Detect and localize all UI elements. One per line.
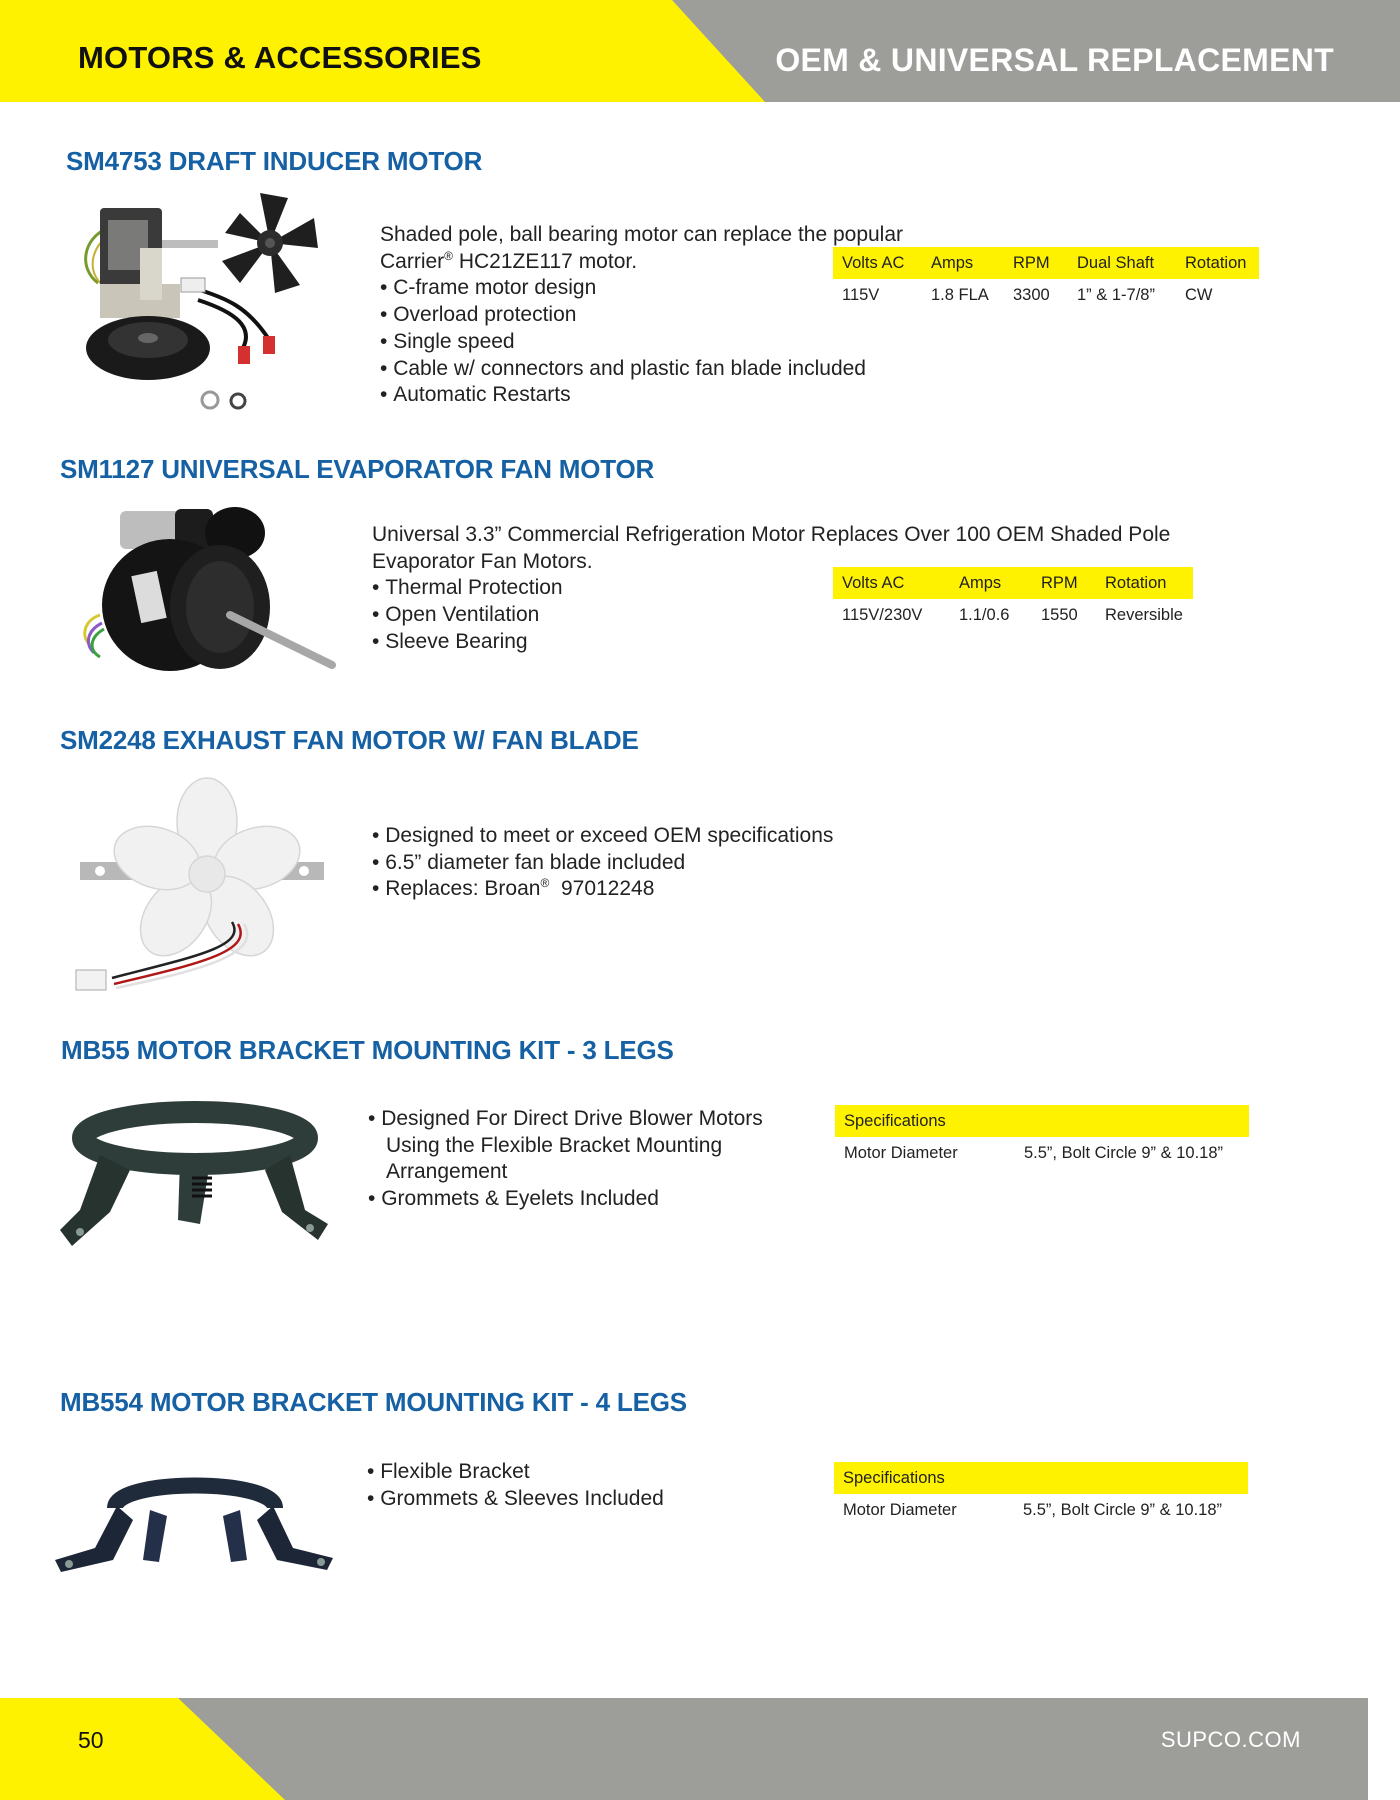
feature-item: • Grommets & Sleeves Included (367, 1486, 807, 1513)
spec-value: 1” & 1-7/8” (1077, 285, 1155, 304)
product-intro: Universal 3.3” Commercial Refrigeration Motor Replaces Over 100 OEM Shaded Pole Evaporator Fan Motors. (372, 523, 1171, 573)
spec-header: Rotation (1096, 567, 1193, 599)
spec-header: Amps (950, 567, 1032, 599)
product-description-mb554 (367, 1459, 807, 1512)
spec-value: 5.5”, Bolt Circle 9” & 10.18” (1024, 1143, 1223, 1162)
spec-value: 115V (842, 285, 880, 304)
spec-label: Motor Diameter (843, 1500, 957, 1519)
spec-value: 1.8 FLA (931, 285, 989, 304)
footer-website: SUPCO.COM (1160, 1727, 1301, 1752)
spec-value: 1.1/0.6 (959, 605, 1010, 624)
exhaust-fan-motor-image (72, 782, 332, 997)
product-intro: Shaded pole, ball bearing motor can replace the popular Carrier® HC21ZE117 motor. (380, 223, 904, 273)
feature-item: • Thermal Protection (372, 575, 1222, 602)
draft-inducer-motor-image (78, 188, 338, 413)
feature-item: • Designed For Direct Drive Blower Motors Using the Flexible Bracket Mounting Arrangement (368, 1106, 808, 1186)
product-title-sm4753: SM4753 DRAFT INDUCER MOTOR (66, 146, 483, 176)
feature-item: • Grommets & Eyelets Included (368, 1186, 808, 1213)
spec-table-mb55 (835, 1105, 1249, 1169)
feature-item: • Flexible Bracket (367, 1459, 807, 1486)
feature-list (372, 823, 932, 903)
header-category-title: MOTORS & ACCESSORIES (78, 40, 482, 75)
spec-value: 3300 (1013, 285, 1050, 304)
product-title-sm1127: SM1127 UNIVERSAL EVAPORATOR FAN MOTOR (60, 454, 655, 484)
product-title-sm2248: SM2248 EXHAUST FAN MOTOR W/ FAN BLADE (60, 725, 639, 755)
spec-value: CW (1185, 285, 1213, 304)
feature-item: • Open Ventilation (372, 602, 1222, 629)
feature-item: • Replaces: Broan® 97012248 (372, 876, 932, 903)
product-title-mb554: MB554 MOTOR BRACKET MOUNTING KIT - 4 LEGS (60, 1387, 687, 1417)
product-description-sm2248 (372, 823, 932, 903)
spec-table-mb554 (834, 1462, 1248, 1526)
evaporator-fan-motor-image (80, 505, 340, 680)
spec-header: Specifications (834, 1462, 1248, 1494)
spec-value: Reversible (1105, 605, 1183, 624)
feature-item: • Single speed (380, 329, 920, 356)
feature-item: • Automatic Restarts (380, 382, 920, 409)
feature-item: • Sleeve Bearing (372, 629, 1222, 656)
feature-item: • C-frame motor design (380, 275, 920, 302)
bracket-4-legs-image (55, 1468, 335, 1573)
spec-header: RPM (1004, 247, 1068, 279)
feature-item: • Designed to meet or exceed OEM specifications (372, 823, 932, 850)
header-section-title: OEM & UNIVERSAL REPLACEMENT (775, 42, 1334, 78)
spec-header: Volts AC (833, 567, 950, 599)
feature-item: • Overload protection (380, 302, 920, 329)
spec-value: 115V/230V (842, 605, 923, 624)
feature-list (367, 1459, 807, 1512)
spec-value: 5.5”, Bolt Circle 9” & 10.18” (1023, 1500, 1222, 1519)
product-description-mb55 (368, 1106, 808, 1213)
spec-header: Amps (922, 247, 1004, 279)
product-title-mb55: MB55 MOTOR BRACKET MOUNTING KIT - 3 LEGS (61, 1035, 674, 1065)
feature-item: • 6.5” diameter fan blade included (372, 850, 932, 877)
bracket-3-legs-image (60, 1100, 330, 1250)
spec-label: Motor Diameter (844, 1143, 958, 1162)
feature-list (368, 1106, 808, 1213)
feature-item: • Cable w/ connectors and plastic fan blade included (380, 356, 920, 383)
spec-header: Dual Shaft (1068, 247, 1176, 279)
spec-table-sm4753 (833, 247, 1259, 311)
spec-value: 1550 (1041, 605, 1078, 624)
spec-header: Specifications (835, 1105, 1249, 1137)
page-number: 50 (78, 1727, 104, 1753)
spec-header: RPM (1032, 567, 1096, 599)
spec-header: Volts AC (833, 247, 922, 279)
spec-header: Rotation (1176, 247, 1259, 279)
spec-table-sm1127 (833, 567, 1193, 631)
